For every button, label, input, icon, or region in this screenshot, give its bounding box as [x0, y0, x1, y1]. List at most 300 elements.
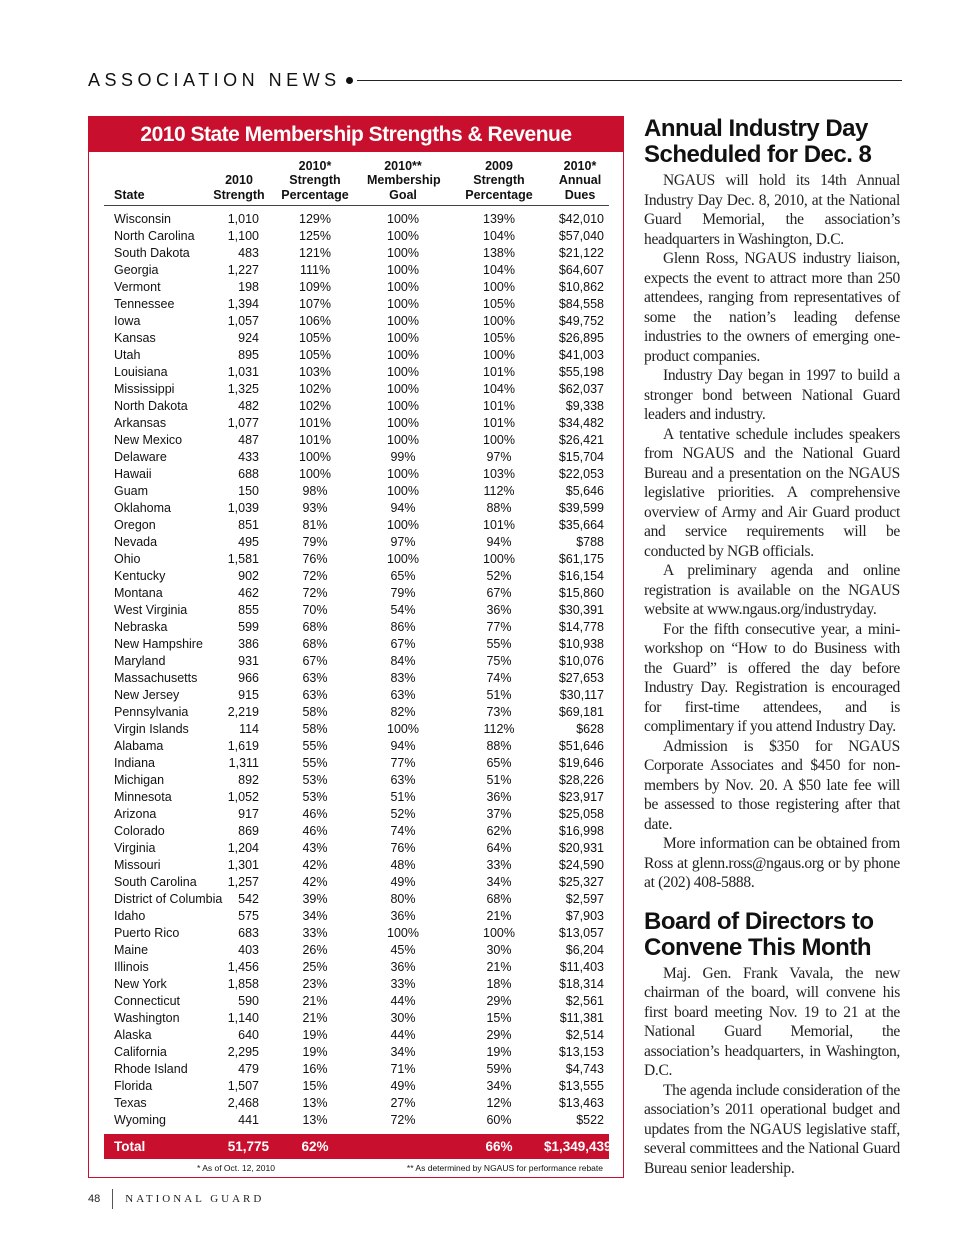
table-row: [104, 1061, 609, 1078]
state-name: Hawaii: [114, 467, 152, 481]
percentage-2010: 72%: [302, 569, 328, 583]
percentage-2010: 68%: [302, 637, 328, 651]
table-row: [104, 789, 609, 806]
strength-2010: 855: [238, 603, 259, 617]
state-name: Kansas: [114, 331, 156, 345]
article-paragraph: Maj. Gen. Frank Vavala, the new chairman of the board, will convene his first board meeting Nov. 19 to 21 at the National Guard Memorial, the association’s headquarters, in Washington, D.C.: [644, 964, 900, 1079]
percentage-2010: 105%: [299, 348, 331, 362]
membership-goal: 48%: [390, 858, 416, 872]
percentage-2009: 68%: [486, 892, 512, 906]
strength-2010: 479: [238, 1062, 259, 1076]
membership-goal: 52%: [390, 807, 416, 821]
annual-dues: $22,053: [558, 467, 604, 481]
strength-2010: 640: [238, 1028, 259, 1042]
state-name: New Hampshire: [114, 637, 203, 651]
article-title: Board of Directors to Convene This Month: [644, 907, 874, 961]
percentage-2010: 76%: [302, 552, 328, 566]
annual-dues: $41,003: [558, 348, 604, 362]
annual-dues: $21,122: [558, 246, 604, 260]
table-row: [104, 279, 609, 296]
percentage-2010: 19%: [302, 1028, 328, 1042]
percentage-2010: 93%: [302, 501, 328, 515]
table-row: [104, 568, 609, 585]
membership-goal: 33%: [390, 977, 416, 991]
article-paragraph: The agenda include consideration of the association’s 2011 operational budget and updates from the NGAUS legislative staff, several committees and the National Guard Bureau senior leadership.: [644, 1081, 900, 1177]
state-name: Kentucky: [114, 569, 166, 583]
percentage-2009: 105%: [483, 331, 515, 345]
annual-dues: $6,204: [565, 943, 604, 957]
annual-dues: $7,903: [565, 909, 604, 923]
annual-dues: $10,862: [558, 280, 604, 294]
annual-dues: $9,338: [565, 399, 604, 413]
table-row: [104, 347, 609, 364]
annual-dues: $30,117: [559, 688, 604, 702]
page-footer: [88, 1188, 264, 1210]
percentage-2009: 34%: [486, 875, 512, 889]
annual-dues: $26,421: [558, 433, 604, 447]
membership-goal: 63%: [390, 773, 416, 787]
membership-goal: 100%: [387, 926, 419, 940]
strength-2010: 1,619: [227, 739, 259, 753]
total-label: Total: [114, 1139, 146, 1154]
state-name: Guam: [114, 484, 149, 498]
strength-2010: 2,295: [227, 1045, 259, 1059]
membership-goal: 100%: [387, 467, 419, 481]
total-dues: $1,349,439: [544, 1139, 612, 1154]
percentage-2009: 139%: [483, 212, 515, 226]
percentage-2010: 21%: [302, 1011, 328, 1025]
strength-2010: 433: [238, 450, 259, 464]
percentage-2009: 65%: [486, 756, 512, 770]
article-paragraph: A tentative schedule includes speakers from NGAUS and the National Guard Bureau and a presentation on the NGAUS legislative priorities. A comprehensive overview of Army and Air Guard product and service requirements will be conducted by NGB officials.: [644, 425, 900, 560]
header-2010-strength: 2010 Strength: [213, 173, 265, 202]
strength-2010: 462: [238, 586, 259, 600]
membership-goal: 79%: [390, 586, 416, 600]
annual-dues: $13,555: [558, 1079, 604, 1093]
membership-goal: 76%: [390, 841, 416, 855]
header-membership-goal: 2010** Membership Goal: [367, 158, 441, 202]
strength-2010: 2,219: [227, 705, 259, 719]
strength-2010: 924: [238, 331, 259, 345]
state-name: Virginia: [114, 841, 156, 855]
membership-goal: 100%: [387, 518, 419, 532]
membership-table: [88, 116, 624, 1178]
annual-dues: $30,391: [558, 603, 604, 617]
section-title: ASSOCIATION NEWS: [88, 69, 341, 90]
membership-goal: 80%: [390, 892, 416, 906]
percentage-2009: 94%: [486, 535, 512, 549]
strength-2010: 1,507: [227, 1079, 259, 1093]
percentage-2010: 79%: [302, 535, 328, 549]
annual-dues: $788: [576, 535, 604, 549]
table-row: [104, 1095, 609, 1112]
state-name: Idaho: [114, 909, 146, 923]
footnote-rebate: ** As determined by NGAUS for performance rebate: [406, 1163, 603, 1173]
percentage-2010: 15%: [302, 1079, 328, 1093]
total-strength: 51,775: [227, 1139, 269, 1154]
membership-goal: 100%: [387, 229, 419, 243]
state-name: Oklahoma: [114, 501, 171, 515]
state-name: Louisiana: [114, 365, 168, 379]
membership-goal: 27%: [390, 1096, 416, 1110]
annual-dues: $628: [576, 722, 604, 736]
table-total-row: [104, 1134, 612, 1159]
annual-dues: $11,381: [559, 1011, 604, 1025]
percentage-2009: 105%: [483, 297, 515, 311]
table-row: [104, 806, 609, 823]
percentage-2009: 73%: [486, 705, 512, 719]
annual-dues: $25,058: [558, 807, 604, 821]
percentage-2010: 107%: [299, 297, 331, 311]
percentage-2009: 18%: [486, 977, 512, 991]
strength-2010: 688: [238, 467, 259, 481]
state-name: Indiana: [114, 756, 156, 770]
membership-goal: 100%: [387, 314, 419, 328]
table-row: [104, 1027, 609, 1044]
header-state: State: [114, 187, 145, 202]
article-paragraph: More information can be obtained from Ross at glenn.ross@ngaus.org or by phone at (202) 408-5888.: [644, 835, 900, 891]
table-row: [104, 721, 609, 738]
state-name: South Carolina: [114, 875, 197, 889]
percentage-2010: 67%: [302, 654, 328, 668]
percentage-2009: 101%: [483, 518, 515, 532]
table-row: [104, 823, 609, 840]
strength-2010: 1,456: [227, 960, 259, 974]
percentage-2010: 13%: [302, 1096, 328, 1110]
percentage-2010: 72%: [302, 586, 328, 600]
percentage-2009: 100%: [483, 314, 515, 328]
membership-goal: 82%: [390, 705, 416, 719]
percentage-2010: 111%: [299, 263, 331, 277]
table-row: [104, 602, 609, 619]
strength-2010: 441: [238, 1113, 259, 1127]
percentage-2009: 21%: [486, 960, 512, 974]
bullet-dot-icon: [346, 77, 353, 84]
table-row: [104, 925, 609, 942]
percentage-2009: 104%: [483, 263, 515, 277]
percentage-2010: 101%: [299, 433, 331, 447]
percentage-2010: 46%: [302, 807, 328, 821]
membership-goal: 100%: [387, 331, 419, 345]
table-row: [104, 772, 609, 789]
percentage-2009: 101%: [483, 399, 515, 413]
membership-goal: 100%: [387, 433, 419, 447]
percentage-2010: 39%: [302, 892, 328, 906]
state-name: California: [114, 1045, 167, 1059]
state-name: Nevada: [114, 535, 158, 549]
article-paragraph: NGAUS will hold its 14th Annual Industry Day Dec. 8, 2010, at the National Guard Memorial, the association’s headquarters in Washington, D.C.: [644, 172, 900, 248]
table-row: [104, 466, 609, 483]
annual-dues: $51,646: [558, 739, 604, 753]
state-name: Wisconsin: [114, 212, 171, 226]
table-row: [104, 585, 609, 602]
state-name: District of Columbia: [114, 892, 223, 906]
table-row: [104, 908, 609, 925]
table-row: [104, 415, 609, 432]
state-name: Washington: [114, 1011, 180, 1025]
annual-dues: $10,938: [558, 637, 604, 651]
percentage-2009: 104%: [483, 382, 515, 396]
state-name: Texas: [114, 1096, 147, 1110]
strength-2010: 403: [238, 943, 259, 957]
membership-goal: 86%: [390, 620, 416, 634]
table-row: [104, 262, 609, 279]
membership-goal: 36%: [390, 909, 416, 923]
state-name: Delaware: [114, 450, 167, 464]
strength-2010: 869: [238, 824, 259, 838]
percentage-2009: 88%: [486, 739, 512, 753]
percentage-2010: 42%: [302, 875, 328, 889]
table-row: [104, 534, 609, 551]
percentage-2009: 101%: [483, 416, 515, 430]
strength-2010: 902: [238, 569, 259, 583]
percentage-2009: 75%: [486, 654, 512, 668]
table-row: [104, 1010, 609, 1027]
annual-dues: $20,931: [558, 841, 604, 855]
strength-2010: 1,010: [227, 212, 259, 226]
percentage-2009: 104%: [483, 229, 515, 243]
table-row: [104, 976, 609, 993]
membership-goal: 51%: [390, 790, 416, 804]
state-name: New York: [114, 977, 167, 991]
table-row: [104, 245, 609, 262]
annual-dues: $39,599: [558, 501, 604, 515]
strength-2010: 1,301: [227, 858, 259, 872]
membership-goal: 54%: [390, 603, 416, 617]
state-name: Mississippi: [114, 382, 175, 396]
percentage-2009: 21%: [486, 909, 512, 923]
membership-goal: 34%: [390, 1045, 416, 1059]
state-name: Arizona: [114, 807, 157, 821]
percentage-2010: 70%: [302, 603, 328, 617]
percentage-2009: 100%: [483, 280, 515, 294]
percentage-2009: 64%: [486, 841, 512, 855]
state-name: Connecticut: [114, 994, 181, 1008]
annual-dues: $57,040: [558, 229, 604, 243]
membership-goal: 83%: [390, 671, 416, 685]
percentage-2010: 58%: [302, 705, 328, 719]
percentage-2010: 42%: [302, 858, 328, 872]
article-paragraph: Admission is $350 for NGAUS Corporate Associates and $450 for non-members by Nov. 20. A $50 late fee will be assessed to those registering after that date.: [644, 737, 900, 833]
annual-dues: $2,561: [565, 994, 604, 1008]
strength-2010: 482: [238, 399, 259, 413]
percentage-2009: 19%: [486, 1045, 512, 1059]
annual-dues: $23,917: [558, 790, 604, 804]
strength-2010: 198: [238, 280, 259, 294]
state-name: Massachusetts: [114, 671, 198, 685]
table-row: [104, 891, 609, 908]
percentage-2009: 100%: [483, 926, 515, 940]
table-row: [104, 330, 609, 347]
percentage-2010: 34%: [302, 909, 328, 923]
strength-2010: 1,394: [227, 297, 259, 311]
table-row: [104, 1112, 609, 1129]
percentage-2010: 53%: [302, 773, 328, 787]
percentage-2010: 53%: [302, 790, 328, 804]
percentage-2010: 55%: [302, 756, 328, 770]
annual-dues: $2,514: [565, 1028, 604, 1042]
table-row: [104, 636, 609, 653]
state-name: Virgin Islands: [114, 722, 189, 736]
state-name: Maryland: [114, 654, 166, 668]
percentage-2010: 106%: [299, 314, 331, 328]
annual-dues: $61,175: [558, 552, 604, 566]
strength-2010: 599: [238, 620, 259, 634]
percentage-2010: 19%: [302, 1045, 328, 1059]
total-2009-percentage: 66%: [485, 1139, 513, 1154]
percentage-2010: 81%: [302, 518, 328, 532]
percentage-2010: 101%: [299, 416, 331, 430]
percentage-2009: 97%: [486, 450, 512, 464]
state-name: Ohio: [114, 552, 141, 566]
percentage-2010: 102%: [299, 399, 331, 413]
state-name: Iowa: [114, 314, 141, 328]
percentage-2010: 58%: [302, 722, 328, 736]
percentage-2010: 63%: [302, 688, 328, 702]
strength-2010: 386: [238, 637, 259, 651]
membership-goal: 94%: [390, 739, 416, 753]
membership-goal: 94%: [390, 501, 416, 515]
percentage-2010: 125%: [299, 229, 331, 243]
table-row: [104, 738, 609, 755]
strength-2010: 851: [238, 518, 259, 532]
membership-goal: 63%: [390, 688, 416, 702]
percentage-2010: 43%: [302, 841, 328, 855]
state-name: Wyoming: [114, 1113, 166, 1127]
table-row: [104, 228, 609, 245]
annual-dues: $16,154: [558, 569, 604, 583]
table-row: [104, 959, 609, 976]
membership-goal: 100%: [387, 348, 419, 362]
table-row: [104, 449, 609, 466]
percentage-2010: 100%: [299, 450, 331, 464]
state-name: Puerto Rico: [114, 926, 180, 940]
annual-dues: $522: [576, 1113, 604, 1127]
table-row: [104, 483, 609, 500]
strength-2010: 114: [239, 722, 259, 736]
annual-dues: $35,664: [558, 518, 604, 532]
annual-dues: $84,558: [558, 297, 604, 311]
table-row: [104, 313, 609, 330]
percentage-2009: 36%: [486, 790, 512, 804]
annual-dues: $15,704: [558, 450, 604, 464]
article-paragraph: Industry Day began in 1997 to build a stronger bond between National Guard leaders and industry.: [644, 367, 900, 423]
annual-dues: $34,482: [558, 416, 604, 430]
percentage-2009: 29%: [486, 994, 512, 1008]
strength-2010: 1,140: [227, 1011, 259, 1025]
annual-dues: $62,037: [558, 382, 604, 396]
percentage-2010: 105%: [299, 331, 331, 345]
percentage-2009: 52%: [486, 569, 512, 583]
membership-goal: 44%: [390, 994, 416, 1008]
state-name: Georgia: [114, 263, 159, 277]
annual-dues: $55,198: [558, 365, 604, 379]
table-row: [104, 500, 609, 517]
state-name: New Mexico: [114, 433, 183, 447]
membership-goal: 100%: [387, 280, 419, 294]
annual-dues: $11,403: [559, 960, 604, 974]
table-row: [104, 296, 609, 313]
state-name: Pennsylvania: [114, 705, 189, 719]
state-name: North Carolina: [114, 229, 195, 243]
membership-goal: 100%: [387, 416, 419, 430]
annual-dues: $14,778: [558, 620, 604, 634]
state-name: Illinois: [114, 960, 149, 974]
strength-2010: 1,311: [228, 756, 259, 770]
membership-goal: 100%: [387, 552, 419, 566]
percentage-2010: 26%: [302, 943, 328, 957]
table-row: [104, 1044, 609, 1061]
table-row: [104, 857, 609, 874]
state-name: Oregon: [114, 518, 156, 532]
percentage-2009: 100%: [483, 552, 515, 566]
strength-2010: 1,039: [227, 501, 259, 515]
footnote-as-of: * As of Oct. 12, 2010: [197, 1163, 275, 1173]
state-name: South Dakota: [114, 246, 190, 260]
annual-dues: $27,653: [558, 671, 604, 685]
percentage-2009: 33%: [486, 858, 512, 872]
annual-dues: $24,590: [558, 858, 604, 872]
membership-goal: 100%: [387, 297, 419, 311]
articles-column: [644, 116, 900, 1178]
percentage-2009: 29%: [486, 1028, 512, 1042]
membership-goal: 100%: [387, 484, 419, 498]
strength-2010: 1,257: [227, 875, 259, 889]
state-name: Maine: [114, 943, 149, 957]
state-name: North Dakota: [114, 399, 188, 413]
annual-dues: $64,607: [558, 263, 604, 277]
percentage-2009: 112%: [483, 722, 515, 736]
strength-2010: 1,581: [227, 552, 259, 566]
percentage-2009: 62%: [486, 824, 512, 838]
table-row: [104, 517, 609, 534]
table-row: [104, 398, 609, 415]
membership-goal: 100%: [387, 382, 419, 396]
strength-2010: 931: [238, 654, 259, 668]
membership-goal: 45%: [390, 943, 416, 957]
table-title: 2010 State Membership Strengths & Revenue: [89, 117, 623, 152]
state-name: Florida: [114, 1079, 153, 1093]
table-body: [104, 211, 609, 1129]
percentage-2010: 63%: [302, 671, 328, 685]
state-name: New Jersey: [114, 688, 180, 702]
strength-2010: 892: [238, 773, 259, 787]
annual-dues: $26,895: [558, 331, 604, 345]
membership-goal: 100%: [387, 246, 419, 260]
state-name: Utah: [114, 348, 141, 362]
annual-dues: $13,057: [558, 926, 604, 940]
percentage-2010: 102%: [299, 382, 331, 396]
table-row: [104, 1078, 609, 1095]
percentage-2010: 109%: [299, 280, 331, 294]
percentage-2009: 101%: [483, 365, 515, 379]
percentage-2009: 138%: [483, 246, 515, 260]
strength-2010: 483: [238, 246, 259, 260]
membership-goal: 77%: [390, 756, 416, 770]
table-row: [104, 942, 609, 959]
percentage-2010: 68%: [302, 620, 328, 634]
state-name: West Virginia: [114, 603, 188, 617]
membership-goal: 36%: [390, 960, 416, 974]
strength-2010: 575: [238, 909, 259, 923]
annual-dues: $69,181: [558, 705, 604, 719]
state-name: Tennessee: [114, 297, 175, 311]
strength-2010: 487: [238, 433, 259, 447]
strength-2010: 2,468: [227, 1096, 259, 1110]
section-header: [88, 68, 902, 92]
membership-goal: 97%: [390, 535, 416, 549]
article-paragraph: A preliminary agenda and online registration is available on the NGAUS website at www.ngaus.org/industryday.: [644, 562, 900, 618]
